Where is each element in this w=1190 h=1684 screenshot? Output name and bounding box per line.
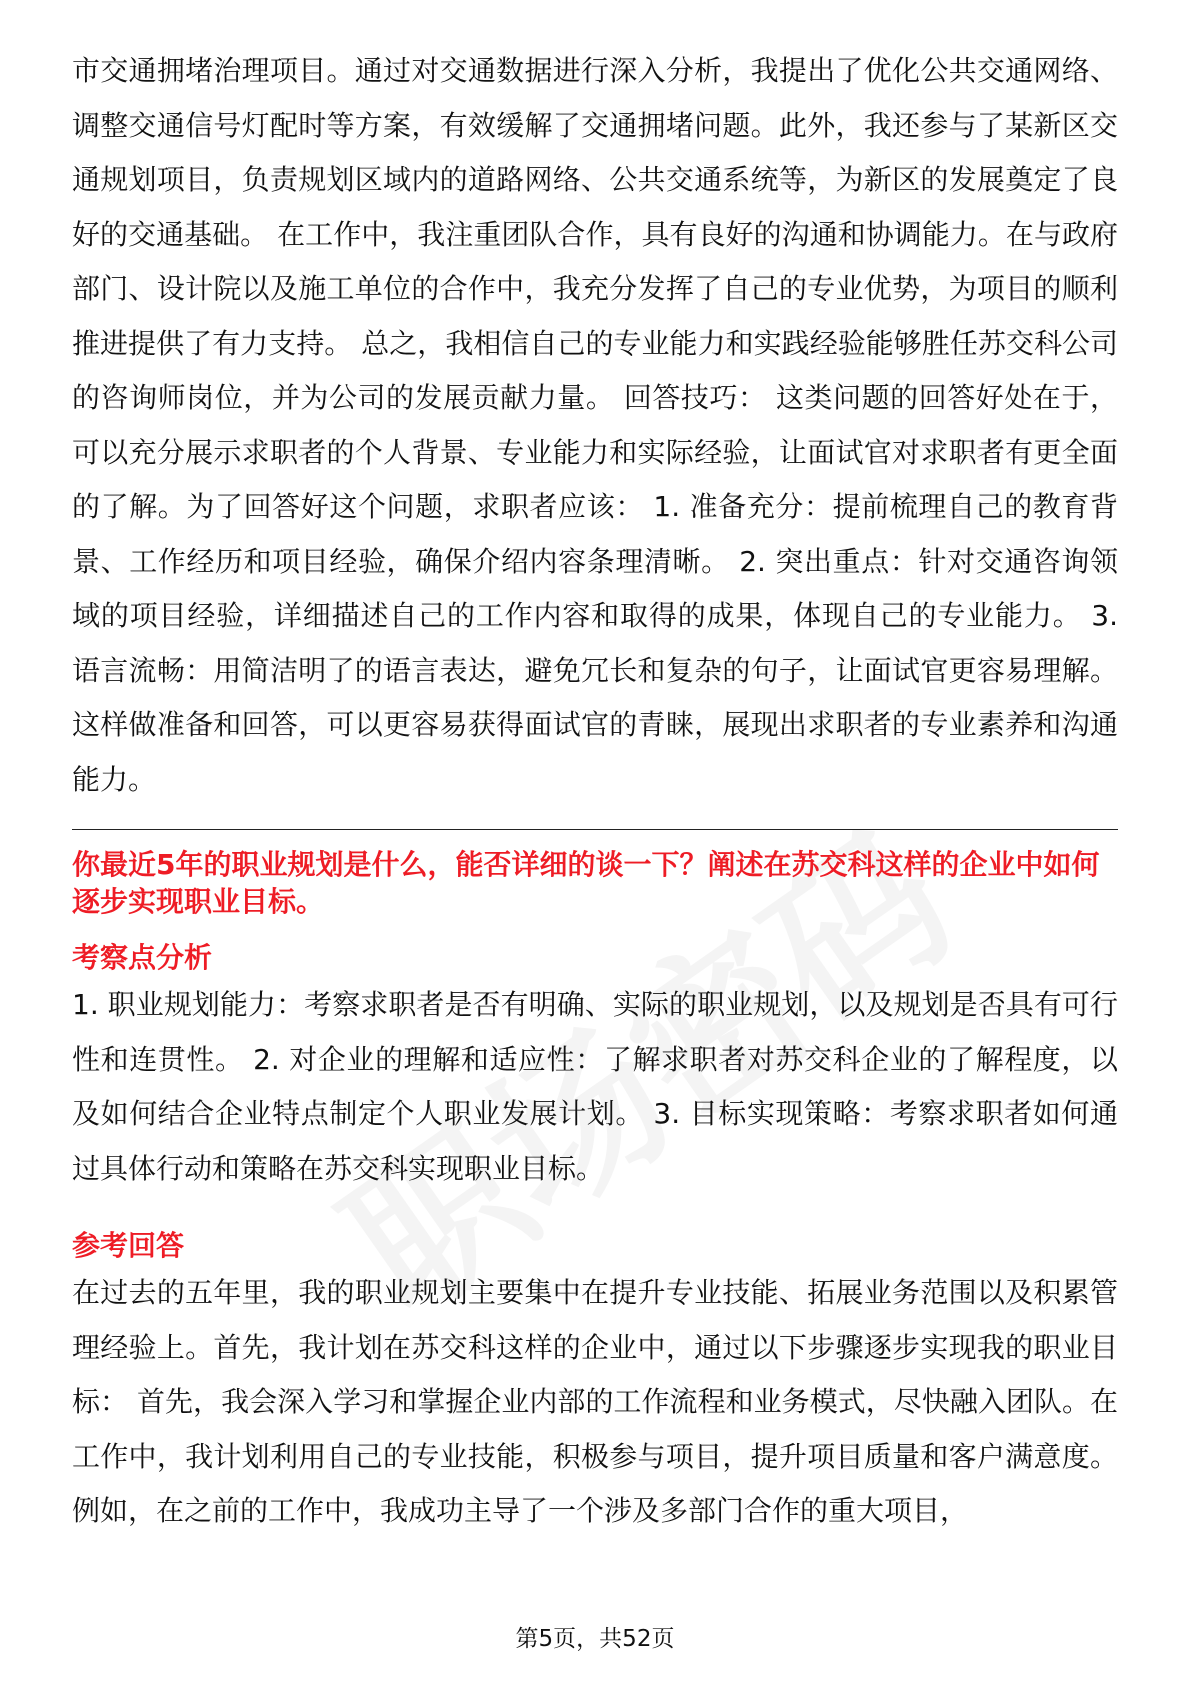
question-title: 你最近5年的职业规划是什么，能否详细的谈一下？阐述在苏交科这样的企业中如何逐步实现职业目标。 — [72, 848, 1100, 918]
answer-heading: 参考回答 — [72, 1229, 185, 1262]
analysis-paragraph: 1. 职业规划能力：考察求职者是否有明确、实际的职业规划，以及规划是否具有可行性和连贯性。 2. 对企业的理解和适应性：了解求职者对苏交科企业的了解程度，以及如何结合企业特点制定个人职业发展计划。 3. 目标实现策略：考察求职者如何通过具体行动和策略在苏交科实现职业目标。 — [72, 988, 1118, 1185]
page-content — [72, 44, 1118, 1539]
page-footer: 第5页，共52页 — [515, 1626, 675, 1652]
answer-paragraph: 在过去的五年里，我的职业规划主要集中在提升专业技能、拓展业务范围以及积累管理经验上。首先，我计划在苏交科这样的企业中，通过以下步骤逐步实现我的职业目标： 首先，我会深入学习和掌握企业内部的工作流程和业务模式，尽快融入团队。在工作中，我计划利用自己的专业技能，积极参与项目，提升项目质量和客户满意度。例如，在之前的工作中，我成功主导了一个涉及多部门合作的重大项目， — [72, 1276, 1118, 1527]
intro-paragraph: 市交通拥堵治理项目。通过对交通数据进行深入分析，我提出了优化公共交通网络、调整交通信号灯配时等方案，有效缓解了交通拥堵问题。此外，我还参与了某新区交通规划项目，负责规划区域内的道路网络、公共交通系统等，为新区的发展奠定了良好的交通基础。 在工作中，我注重团队合作，具有良好的沟通和协调能力。在与政府部门、设计院以及施工单位的合作中，我充分发挥了自己的专业优势，为项目的顺利推进提供了有力支持。 总之，我相信自己的专业能力和实践经验能够胜任苏交科公司的咨询师岗位，并为公司的发展贡献力量。 回答技巧： 这类问题的回答好处在于，可以充分展示求职者的个人背景、专业能力和实际经验，让面试官对求职者有更全面的了解。为了回答好这个问题，求职者应该： 1. 准备充分：提前梳理自己的教育背景、工作经历和项目经验，确保介绍内容条理清晰。 2. 突出重点：针对交通咨询领域的项目经验，详细描述自己的工作内容和取得的成果，体现自己的专业能力。 3. 语言流畅：用简洁明了的语言表达，避免冗长和复杂的句子，让面试官更容易理解。 这样做准备和回答，可以更容易获得面试官的青睐，展现出求职者的专业素养和沟通能力。 — [72, 54, 1118, 796]
analysis-heading: 考察点分析 — [72, 941, 213, 974]
section-divider — [72, 829, 1118, 830]
